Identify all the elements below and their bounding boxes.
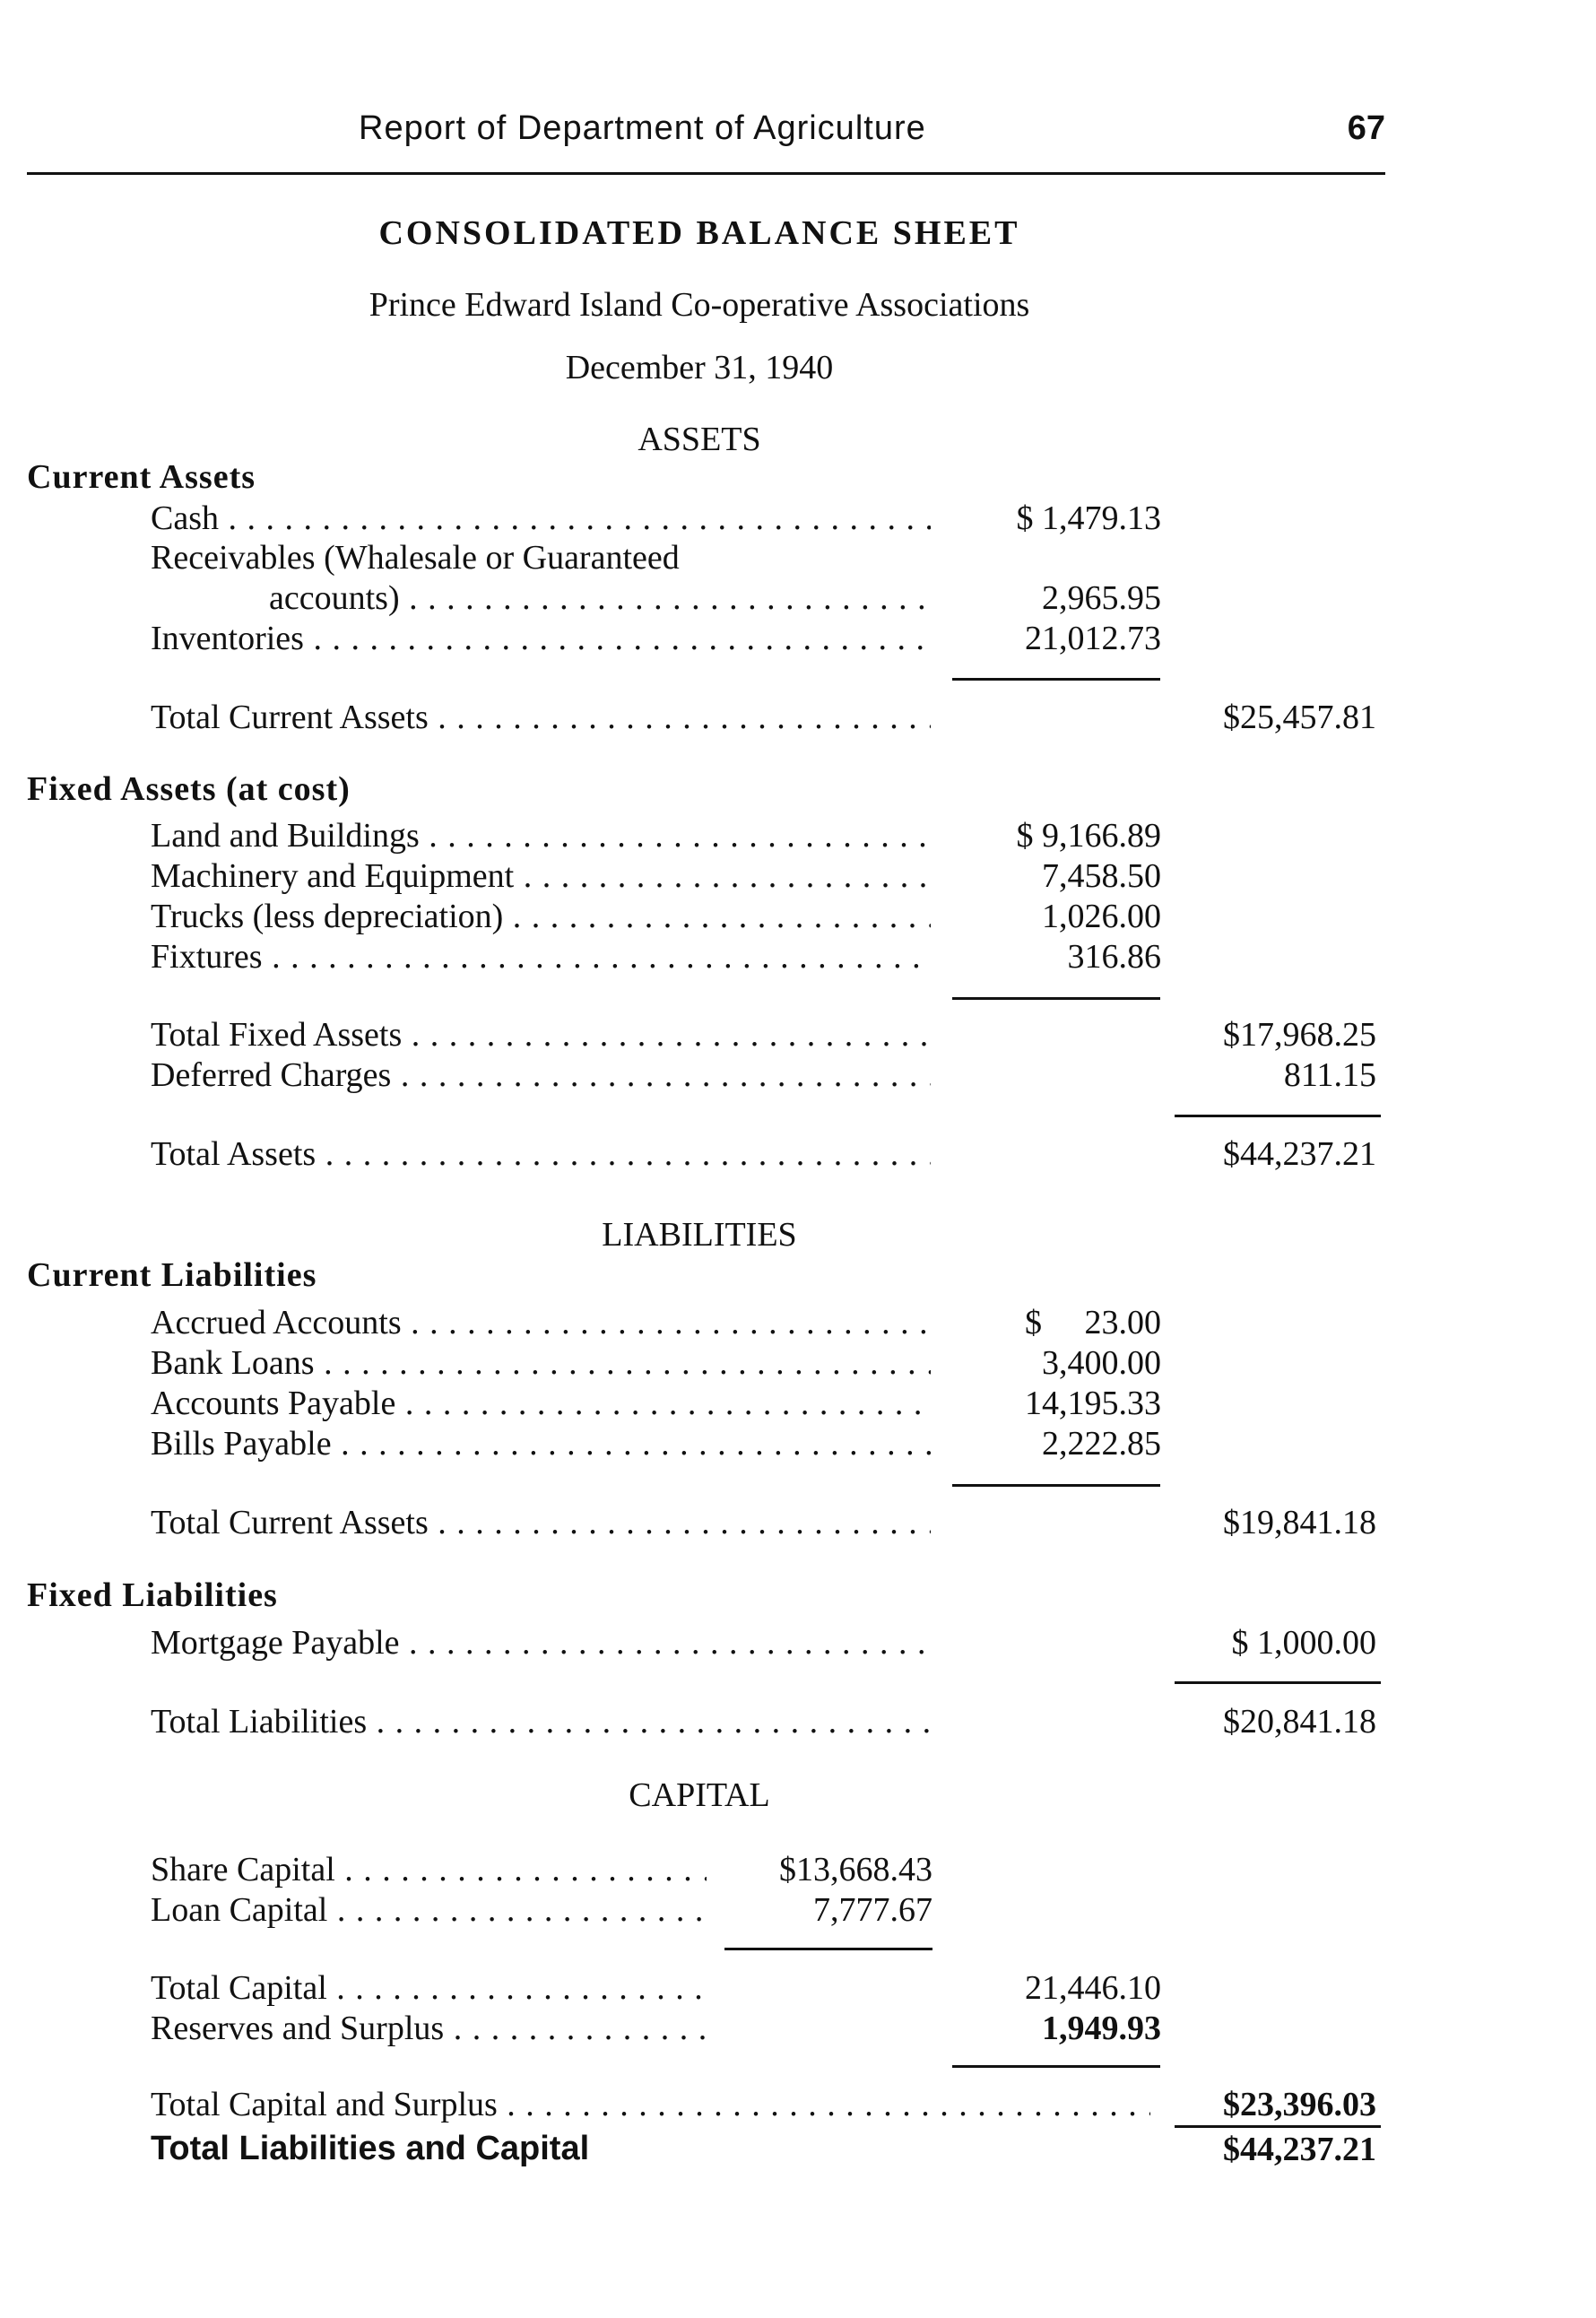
subtotal-rule	[952, 678, 1160, 681]
line-machinery	[0, 856, 1399, 898]
line-deferred-charges	[0, 1055, 1399, 1097]
line-value: $20,841.18	[1223, 1703, 1376, 1741]
line-label: Total Assets . . .	[151, 1134, 931, 1174]
category-fixed-assets: Fixed Assets (at cost)	[27, 770, 351, 808]
line-value: 7,458.50	[1042, 857, 1161, 895]
subtotal-rule	[724, 1948, 932, 1950]
line-label: Machinery and Equipment . . .	[151, 856, 931, 896]
line-label: Loan Capital . . .	[151, 1890, 707, 1930]
line-value: 811.15	[1283, 1056, 1376, 1094]
document-date: December 31, 1940	[565, 349, 834, 386]
line-value: $ 9,166.89	[1016, 817, 1161, 855]
line-total-liabilities	[0, 1702, 1399, 1743]
document-subtitle: Prince Edward Island Co-operative Associations	[369, 286, 1030, 324]
line-value: 316.86	[1067, 938, 1161, 976]
line-label: Share Capital . . .	[151, 1850, 707, 1889]
line-label: Mortgage Payable . . .	[151, 1623, 931, 1663]
line-total-fixed-assets	[0, 1015, 1399, 1056]
line-trucks	[0, 897, 1399, 938]
line-total-current-assets	[0, 698, 1399, 739]
line-total-capital-surplus	[0, 2085, 1399, 2126]
line-value: $ 1,000.00	[1231, 1624, 1376, 1662]
line-label: Total Liabilities . . .	[151, 1702, 931, 1741]
subtotal-rule	[952, 997, 1160, 1000]
line-label: Receivables (Whalesale or Guaranteed	[151, 539, 680, 577]
line-label: Total Fixed Assets . . .	[151, 1015, 931, 1055]
line-value: $25,457.81	[1223, 699, 1376, 736]
line-total-liabilities-capital	[0, 2130, 1399, 2171]
line-value: $ 23.00	[1025, 1304, 1161, 1341]
subtotal-rule	[952, 2065, 1160, 2068]
line-value: $44,237.21	[1223, 2131, 1376, 2168]
line-accounts-payable	[0, 1384, 1399, 1425]
line-value: 3,400.00	[1042, 1344, 1161, 1382]
line-fixtures	[0, 937, 1399, 978]
line-value: 7,777.67	[813, 1891, 932, 1929]
line-label: Accounts Payable . . .	[151, 1384, 931, 1423]
line-total-capital	[0, 1968, 1399, 2010]
line-reserves-surplus	[0, 2009, 1399, 2050]
category-fixed-liabilities: Fixed Liabilities	[27, 1576, 278, 1614]
line-value: 2,222.85	[1042, 1425, 1161, 1463]
line-land-buildings	[0, 816, 1399, 857]
line-value: $44,237.21	[1223, 1135, 1376, 1173]
line-value: $13,668.43	[779, 1851, 932, 1888]
line-receivables	[0, 538, 1399, 579]
section-heading-capital: CAPITAL	[629, 1776, 770, 1814]
line-value: 21,012.73	[1025, 620, 1161, 657]
line-inventories	[0, 619, 1399, 660]
line-value: 1,026.00	[1042, 898, 1161, 935]
line-label: Total Current Assets . . .	[151, 1503, 931, 1542]
line-label: Bills Payable . . .	[151, 1424, 931, 1463]
total-rule	[1175, 1681, 1381, 1684]
line-value: $23,396.03	[1223, 2086, 1376, 2123]
section-heading-assets: ASSETS	[638, 421, 761, 458]
category-current-assets: Current Assets	[27, 458, 256, 496]
line-bank-loans	[0, 1343, 1399, 1385]
line-value: 1,949.93	[1042, 2010, 1161, 2047]
category-current-liabilities: Current Liabilities	[27, 1256, 317, 1294]
line-label: accounts) . . .	[269, 578, 931, 618]
section-heading-liabilities: LIABILITIES	[602, 1216, 797, 1254]
line-bills-payable	[0, 1424, 1399, 1465]
line-share-capital	[0, 1850, 1399, 1891]
line-loan-capital	[0, 1890, 1399, 1932]
line-label: Fixtures . . .	[151, 937, 931, 977]
line-cash	[0, 499, 1399, 540]
line-label: Cash . . .	[151, 499, 931, 538]
line-mortgage-payable	[0, 1623, 1399, 1664]
line-label: Bank Loans . . .	[151, 1343, 931, 1383]
line-label: Reserves and Surplus . . .	[151, 2009, 707, 2048]
line-total-current-liabilities	[0, 1503, 1399, 1544]
document-title: CONSOLIDATED BALANCE SHEET	[378, 214, 1020, 252]
line-value: 21,446.10	[1025, 1969, 1161, 2007]
line-label: Trucks (less depreciation) . . .	[151, 897, 931, 936]
line-label: Total Current Assets . . .	[151, 698, 931, 737]
line-label: Land and Buildings . . .	[151, 816, 931, 855]
line-label: Total Capital and Surplus . . .	[151, 2085, 1150, 2124]
line-label: Accrued Accounts . . .	[151, 1303, 931, 1342]
line-total-assets	[0, 1134, 1399, 1176]
line-value: $19,841.18	[1223, 1504, 1376, 1541]
line-receivables-cont	[0, 578, 1399, 620]
page-number: 67	[1347, 109, 1385, 147]
line-accrued-accounts	[0, 1303, 1399, 1344]
line-value: $17,968.25	[1223, 1016, 1376, 1054]
page-header	[27, 109, 1385, 175]
line-label: Total Capital . . .	[151, 1968, 707, 2008]
line-value: 14,195.33	[1025, 1385, 1161, 1422]
line-label: Deferred Charges . . .	[151, 1055, 931, 1095]
line-label: Total Liabilities and Capital	[151, 2130, 590, 2167]
total-rule	[1175, 1115, 1381, 1117]
line-value: $ 1,479.13	[1016, 499, 1161, 537]
subtotal-rule	[952, 1484, 1160, 1487]
line-label: Inventories . . .	[151, 619, 931, 658]
report-title: Report of Department of Agriculture	[359, 109, 926, 147]
total-rule	[1175, 2125, 1381, 2128]
line-value: 2,965.95	[1042, 579, 1161, 617]
